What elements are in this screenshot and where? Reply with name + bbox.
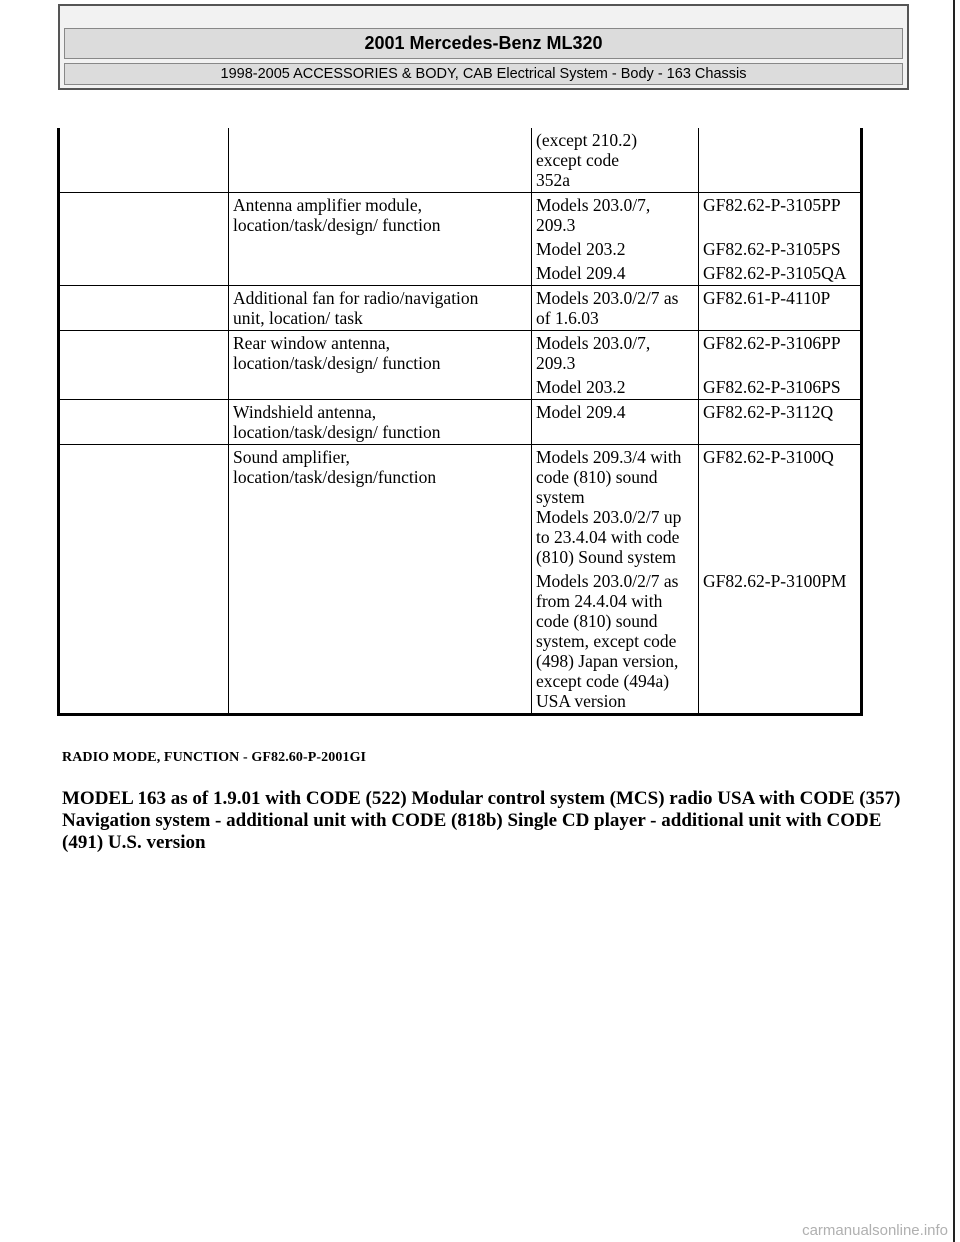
component-cell: Rear window antenna, location/task/design/ function <box>229 331 532 400</box>
condition-cell: Model 203.2 <box>532 237 699 261</box>
condition-cell: Models 203.0/7, 209.3 <box>532 193 699 238</box>
model-applicability: MODEL 163 as of 1.9.01 with CODE (522) Modular control system (MCS) radio USA with CODE (357) Navigation system - additional unit with CODE (818b) Single CD player - additional unit with CODE (491) U.S. version <box>62 788 901 853</box>
document-link: GF82.62-P-3105QA <box>703 263 847 283</box>
component-cell: Windshield antenna, location/task/design/ function <box>229 400 532 445</box>
reference-table <box>57 128 863 716</box>
condition-cell: Models 203.0/2/7 as of 1.6.03 <box>532 286 699 331</box>
condition-cell: Model 209.4 <box>532 261 699 286</box>
component-cell: Sound amplifier, location/task/design/function <box>229 445 532 715</box>
document-link: GF82.62-P-3112Q <box>699 400 862 445</box>
document-header <box>58 4 909 90</box>
component-cell: Antenna amplifier module, location/task/design/ function <box>229 193 532 286</box>
document-title: 2001 Mercedes-Benz ML320 <box>64 28 903 59</box>
document-link: GF82.62-P-3100Q <box>699 445 862 570</box>
watermark: carmanualsonline.info <box>802 1222 948 1239</box>
condition-cell: (except 210.2) except code 352a <box>532 128 699 193</box>
document-link: GF82.62-P-3100PM <box>703 571 847 591</box>
document-link: GF82.61-P-4110P <box>699 286 862 331</box>
condition-cell: Model 209.4 <box>532 400 699 445</box>
document-link: GF82.62-P-3106PP <box>699 331 862 376</box>
document-link: GF82.62-P-3106PS <box>703 377 841 397</box>
table-row <box>59 400 862 445</box>
document-link: GF82.62-P-3105PS <box>703 239 841 259</box>
document-link: GF82.62-P-3105PP <box>699 193 862 238</box>
table-row <box>59 331 862 376</box>
document-subtitle: 1998-2005 ACCESSORIES & BODY, CAB Electrical System - Body - 163 Chassis <box>64 63 903 85</box>
table-row <box>59 445 862 570</box>
table-row <box>59 286 862 331</box>
table-row <box>59 128 862 193</box>
condition-cell: Model 203.2 <box>532 375 699 400</box>
condition-cell: Models 203.0/2/7 as from 24.4.04 with code (810) sound system, except code (498) Japan version, except code (494a) USA version <box>532 569 699 715</box>
condition-cell: Models 203.0/7, 209.3 <box>532 331 699 376</box>
component-cell: Additional fan for radio/navigation unit, location/ task <box>229 286 532 331</box>
section-title: RADIO MODE, FUNCTION - GF82.60-P-2001GI <box>62 750 367 765</box>
table-row <box>59 193 862 238</box>
condition-cell: Models 209.3/4 with code (810) sound system Models 203.0/2/7 up to 23.4.04 with code (810) Sound system <box>532 445 699 570</box>
